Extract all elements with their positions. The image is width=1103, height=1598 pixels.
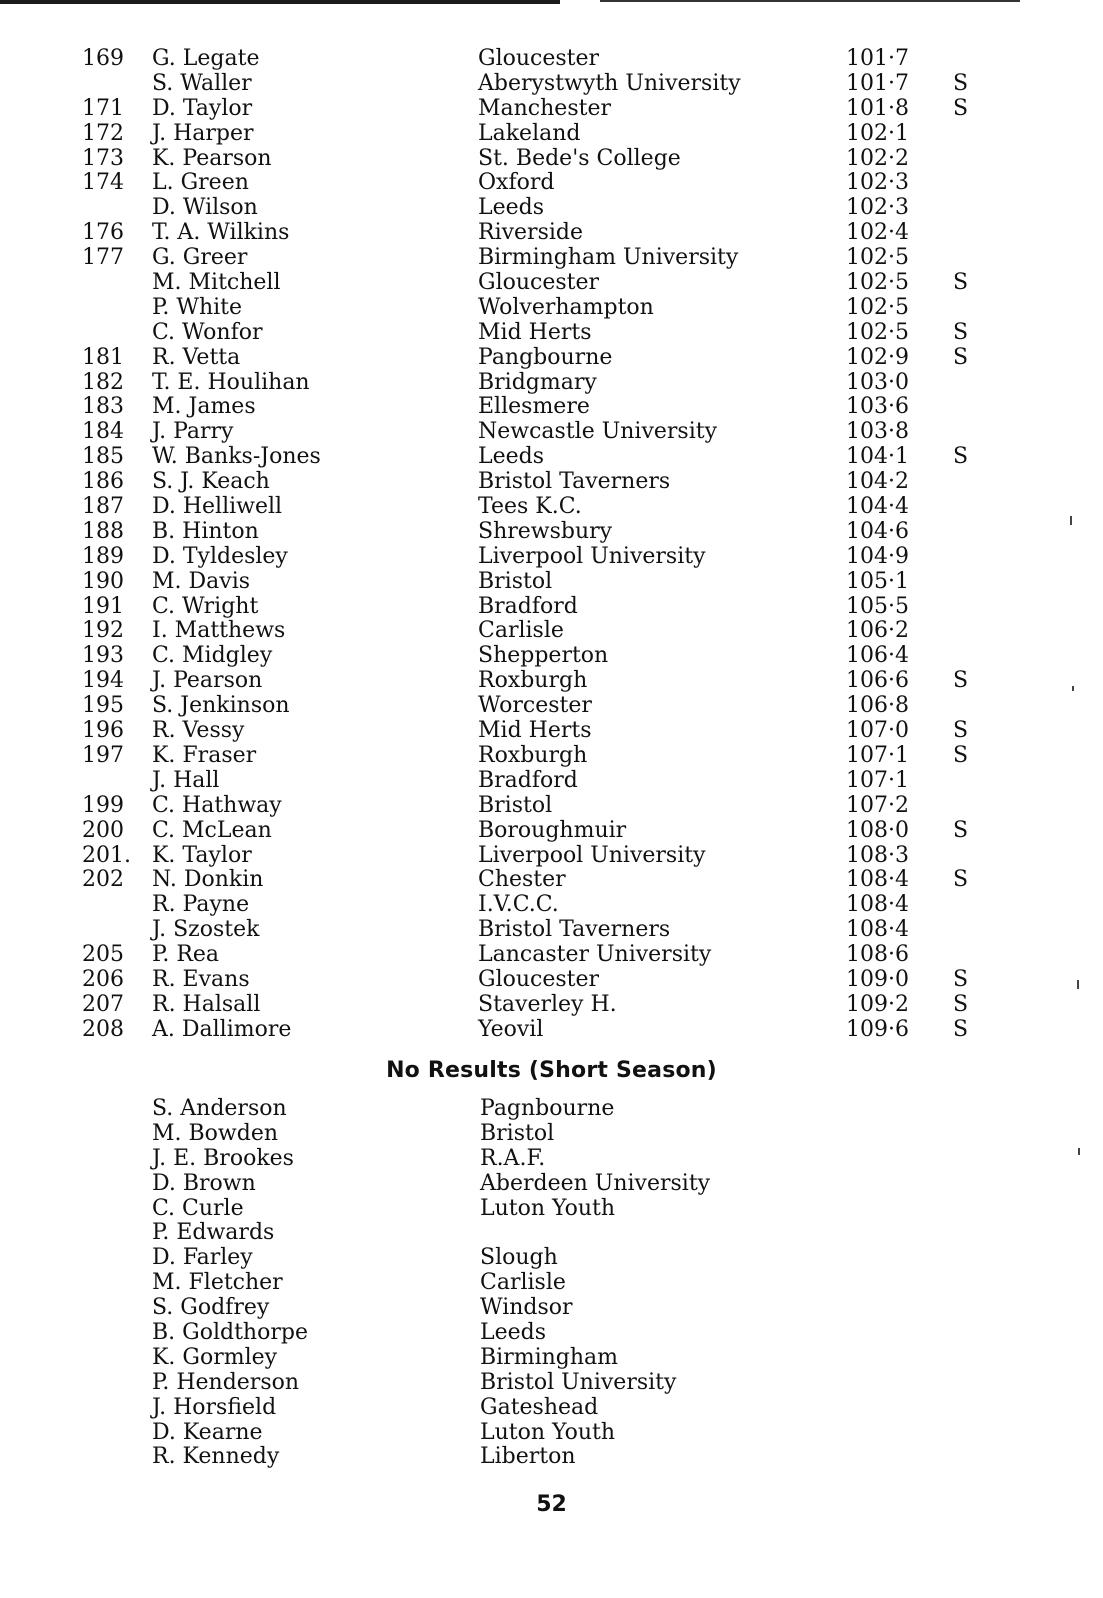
rank-cell: 190 bbox=[82, 568, 124, 594]
name-cell: R. Vetta bbox=[152, 344, 241, 370]
score-cell: 106·6 bbox=[846, 668, 909, 694]
name-cell: G. Legate bbox=[152, 46, 260, 71]
table-row bbox=[0, 669, 1103, 694]
rank-cell: 195 bbox=[82, 693, 124, 719]
score-cell: 102·2 bbox=[846, 145, 909, 171]
top-scan-edge bbox=[0, 0, 560, 4]
table-row bbox=[0, 72, 1103, 97]
club-cell: Bristol Taverners bbox=[478, 469, 671, 495]
rank-cell: 183 bbox=[82, 394, 124, 420]
rank-cell: 184 bbox=[82, 419, 124, 445]
club-cell: Pagnbourne bbox=[480, 1096, 615, 1121]
score-cell: 106·8 bbox=[846, 693, 909, 719]
name-cell: J. Szostek bbox=[152, 917, 260, 943]
list-item bbox=[0, 1445, 1103, 1470]
scan-speck bbox=[1077, 980, 1079, 989]
club-cell: Luton Youth bbox=[480, 1195, 616, 1221]
name-cell: S. Jenkinson bbox=[152, 693, 290, 719]
club-cell: Carlisle bbox=[478, 618, 564, 644]
flag-cell: S bbox=[953, 991, 969, 1017]
score-cell: 101·7 bbox=[846, 70, 909, 96]
name-cell: K. Taylor bbox=[152, 842, 252, 868]
club-cell: Shrewsbury bbox=[478, 518, 613, 544]
rank-cell: 176 bbox=[82, 220, 124, 246]
club-cell: Manchester bbox=[478, 95, 611, 121]
name-cell: C. McLean bbox=[152, 817, 272, 843]
rank-cell: 201. bbox=[82, 842, 131, 868]
scan-speck bbox=[1072, 686, 1074, 691]
name-cell: I. Matthews bbox=[152, 618, 286, 644]
name-cell: P. Henderson bbox=[152, 1369, 300, 1395]
score-cell: 107·1 bbox=[846, 742, 909, 768]
rank-cell: 174 bbox=[82, 170, 124, 196]
no-results-list bbox=[0, 1097, 1103, 1470]
table-row bbox=[0, 296, 1103, 321]
section-title: No Results (Short Season) bbox=[386, 1058, 717, 1083]
list-item bbox=[0, 1321, 1103, 1346]
flag-cell: S bbox=[953, 344, 969, 370]
rank-cell: 205 bbox=[82, 942, 124, 968]
name-cell: M. Davis bbox=[152, 568, 251, 594]
table-row bbox=[0, 395, 1103, 420]
score-cell: 102·5 bbox=[846, 245, 909, 271]
rank-cell: 208 bbox=[82, 1016, 124, 1042]
rank-cell: 172 bbox=[82, 120, 124, 146]
club-cell: Birmingham University bbox=[478, 245, 739, 271]
table-row bbox=[0, 893, 1103, 918]
name-cell: K. Pearson bbox=[152, 145, 272, 171]
club-cell: Bristol bbox=[478, 568, 553, 594]
table-row bbox=[0, 993, 1103, 1018]
name-cell: S. J. Keach bbox=[152, 469, 270, 495]
score-cell: 102·9 bbox=[846, 344, 909, 370]
table-row bbox=[0, 47, 1103, 72]
name-cell: R. Kennedy bbox=[152, 1444, 280, 1470]
scan-speck bbox=[1070, 516, 1072, 525]
score-cell: 106·2 bbox=[846, 618, 909, 644]
rank-cell: 196 bbox=[82, 718, 124, 744]
name-cell: L. Green bbox=[152, 170, 249, 196]
table-row bbox=[0, 644, 1103, 669]
table-row bbox=[0, 420, 1103, 445]
name-cell: C. Wonfor bbox=[152, 319, 263, 345]
name-cell: P. Edwards bbox=[152, 1220, 275, 1246]
flag-cell: S bbox=[953, 718, 969, 744]
list-item bbox=[0, 1097, 1103, 1122]
name-cell: D. Brown bbox=[152, 1170, 256, 1196]
score-cell: 104·6 bbox=[846, 518, 909, 544]
flag-cell: S bbox=[953, 444, 969, 470]
club-cell: Mid Herts bbox=[478, 319, 592, 345]
rank-cell: 192 bbox=[82, 618, 124, 644]
score-cell: 103·6 bbox=[846, 394, 909, 420]
club-cell: Gateshead bbox=[480, 1394, 599, 1420]
table-row bbox=[0, 968, 1103, 993]
table-row bbox=[0, 147, 1103, 172]
name-cell: D. Kearne bbox=[152, 1419, 263, 1445]
rank-cell: 199 bbox=[82, 792, 124, 818]
club-cell: Slough bbox=[480, 1245, 558, 1271]
score-cell: 103·0 bbox=[846, 369, 909, 395]
table-row bbox=[0, 520, 1103, 545]
name-cell: B. Goldthorpe bbox=[152, 1320, 308, 1346]
club-cell: Leeds bbox=[480, 1320, 547, 1346]
score-cell: 108·4 bbox=[846, 867, 909, 893]
score-cell: 104·2 bbox=[846, 469, 909, 495]
list-item bbox=[0, 1197, 1103, 1222]
club-cell: Gloucester bbox=[478, 270, 600, 296]
name-cell: B. Hinton bbox=[152, 518, 259, 544]
club-cell: Roxburgh bbox=[478, 668, 588, 694]
name-cell: D. Helliwell bbox=[152, 494, 283, 520]
score-cell: 102·5 bbox=[846, 319, 909, 345]
table-row bbox=[0, 769, 1103, 794]
name-cell: G. Greer bbox=[152, 245, 248, 271]
score-cell: 101·8 bbox=[846, 95, 909, 121]
score-cell: 102·3 bbox=[846, 195, 909, 221]
table-row bbox=[0, 470, 1103, 495]
club-cell: Wolverhampton bbox=[478, 294, 654, 320]
list-item bbox=[0, 1396, 1103, 1421]
score-cell: 109·6 bbox=[846, 1016, 909, 1042]
table-row bbox=[0, 271, 1103, 296]
score-cell: 104·9 bbox=[846, 543, 909, 569]
rank-cell: 171 bbox=[82, 95, 124, 121]
name-cell: P. Rea bbox=[152, 942, 220, 968]
rank-cell: 182 bbox=[82, 369, 124, 395]
name-cell: R. Vessy bbox=[152, 718, 245, 744]
rank-cell: 177 bbox=[82, 245, 124, 271]
list-item bbox=[0, 1122, 1103, 1147]
club-cell: Bristol University bbox=[480, 1369, 677, 1395]
list-item bbox=[0, 1346, 1103, 1371]
rank-cell: 181 bbox=[82, 344, 124, 370]
name-cell: D. Farley bbox=[152, 1245, 253, 1271]
name-cell: C. Wright bbox=[152, 593, 259, 619]
name-cell: T. A. Wilkins bbox=[152, 220, 290, 246]
page-number: 52 bbox=[536, 1492, 567, 1517]
club-cell: Aberystwyth University bbox=[478, 70, 741, 96]
club-cell: Aberdeen University bbox=[480, 1170, 711, 1196]
rank-cell: 189 bbox=[82, 543, 124, 569]
name-cell: M. James bbox=[152, 394, 256, 420]
club-cell: Chester bbox=[478, 867, 566, 893]
table-row bbox=[0, 445, 1103, 470]
score-cell: 109·0 bbox=[846, 966, 909, 992]
table-row bbox=[0, 495, 1103, 520]
name-cell: K. Fraser bbox=[152, 742, 257, 768]
name-cell: R. Payne bbox=[152, 892, 250, 918]
club-cell: Leeds bbox=[478, 195, 545, 221]
flag-cell: S bbox=[953, 95, 969, 121]
rank-cell: 202 bbox=[82, 867, 124, 893]
table-row bbox=[0, 97, 1103, 122]
name-cell: D. Wilson bbox=[152, 195, 258, 221]
club-cell: Worcester bbox=[478, 693, 592, 719]
rank-cell: 188 bbox=[82, 518, 124, 544]
club-cell: Newcastle University bbox=[478, 419, 718, 445]
table-row bbox=[0, 595, 1103, 620]
table-row bbox=[0, 122, 1103, 147]
rank-cell: 187 bbox=[82, 494, 124, 520]
score-cell: 105·5 bbox=[846, 593, 909, 619]
score-cell: 102·1 bbox=[846, 120, 909, 146]
list-item bbox=[0, 1246, 1103, 1271]
club-cell: I.V.C.C. bbox=[478, 892, 559, 918]
club-cell: Lancaster University bbox=[478, 942, 712, 968]
table-row bbox=[0, 171, 1103, 196]
rank-cell: 169 bbox=[82, 46, 124, 71]
name-cell: J. Parry bbox=[152, 419, 234, 445]
list-item bbox=[0, 1172, 1103, 1197]
score-cell: 108·0 bbox=[846, 817, 909, 843]
score-cell: 102·5 bbox=[846, 270, 909, 296]
club-cell: Boroughmuir bbox=[478, 817, 627, 843]
score-cell: 105·1 bbox=[846, 568, 909, 594]
name-cell: S. Godfrey bbox=[152, 1295, 270, 1321]
table-row bbox=[0, 1018, 1103, 1043]
rank-cell: 191 bbox=[82, 593, 124, 619]
score-cell: 103·8 bbox=[846, 419, 909, 445]
name-cell: C. Curle bbox=[152, 1195, 244, 1221]
top-scan-edge-right bbox=[600, 0, 1020, 2]
flag-cell: S bbox=[953, 742, 969, 768]
table-row bbox=[0, 371, 1103, 396]
score-cell: 109·2 bbox=[846, 991, 909, 1017]
name-cell: J. Pearson bbox=[152, 668, 263, 694]
name-cell: R. Evans bbox=[152, 966, 250, 992]
table-row bbox=[0, 246, 1103, 271]
score-cell: 101·7 bbox=[846, 46, 909, 71]
flag-cell: S bbox=[953, 1016, 969, 1042]
rank-cell: 193 bbox=[82, 643, 124, 669]
flag-cell: S bbox=[953, 70, 969, 96]
score-cell: 107·2 bbox=[846, 792, 909, 818]
table-row bbox=[0, 545, 1103, 570]
table-row bbox=[0, 346, 1103, 371]
club-cell: Tees K.C. bbox=[478, 494, 582, 520]
club-cell: Carlisle bbox=[480, 1270, 566, 1296]
club-cell: Yeovil bbox=[478, 1016, 544, 1042]
name-cell: S. Waller bbox=[152, 70, 252, 96]
score-cell: 108·3 bbox=[846, 842, 909, 868]
list-item bbox=[0, 1421, 1103, 1446]
name-cell: W. Banks-Jones bbox=[152, 444, 321, 470]
list-item bbox=[0, 1147, 1103, 1172]
club-cell: Bridgmary bbox=[478, 369, 597, 395]
rank-cell: 197 bbox=[82, 742, 124, 768]
table-row bbox=[0, 321, 1103, 346]
score-cell: 104·4 bbox=[846, 494, 909, 520]
table-row bbox=[0, 221, 1103, 246]
name-cell: M. Fletcher bbox=[152, 1270, 283, 1296]
scan-speck bbox=[1078, 1148, 1080, 1155]
name-cell: N. Donkin bbox=[152, 867, 264, 893]
table-row bbox=[0, 744, 1103, 769]
score-cell: 108·6 bbox=[846, 942, 909, 968]
club-cell: Luton Youth bbox=[480, 1419, 616, 1445]
rank-cell: 173 bbox=[82, 145, 124, 171]
flag-cell: S bbox=[953, 867, 969, 893]
name-cell: C. Midgley bbox=[152, 643, 273, 669]
club-cell: St. Bede's College bbox=[478, 145, 681, 171]
rank-cell: 186 bbox=[82, 469, 124, 495]
club-cell: Liberton bbox=[480, 1444, 576, 1470]
name-cell: J. Hall bbox=[152, 767, 220, 793]
club-cell: Oxford bbox=[478, 170, 555, 196]
list-item bbox=[0, 1296, 1103, 1321]
score-cell: 107·1 bbox=[846, 767, 909, 793]
score-cell: 108·4 bbox=[846, 917, 909, 943]
name-cell: S. Anderson bbox=[152, 1096, 287, 1121]
table-row bbox=[0, 868, 1103, 893]
name-cell: K. Gormley bbox=[152, 1344, 278, 1370]
club-cell: Pangbourne bbox=[478, 344, 613, 370]
results-table bbox=[0, 47, 1103, 1043]
table-row bbox=[0, 196, 1103, 221]
score-cell: 102·5 bbox=[846, 294, 909, 320]
score-cell: 107·0 bbox=[846, 718, 909, 744]
flag-cell: S bbox=[953, 319, 969, 345]
club-cell: Shepperton bbox=[478, 643, 609, 669]
name-cell: R. Halsall bbox=[152, 991, 261, 1017]
table-row bbox=[0, 694, 1103, 719]
club-cell: Windsor bbox=[480, 1295, 573, 1321]
club-cell: Birmingham bbox=[480, 1344, 619, 1370]
score-cell: 102·3 bbox=[846, 170, 909, 196]
name-cell: A. Dallimore bbox=[152, 1016, 292, 1042]
rank-cell: 194 bbox=[82, 668, 124, 694]
club-cell: Liverpool University bbox=[478, 543, 706, 569]
score-cell: 104·1 bbox=[846, 444, 909, 470]
club-cell: R.A.F. bbox=[480, 1145, 546, 1171]
club-cell: Gloucester bbox=[478, 966, 600, 992]
club-cell: Leeds bbox=[478, 444, 545, 470]
table-row bbox=[0, 844, 1103, 869]
table-row bbox=[0, 570, 1103, 595]
name-cell: D. Tyldesley bbox=[152, 543, 288, 569]
table-row bbox=[0, 619, 1103, 644]
club-cell: Gloucester bbox=[478, 46, 600, 71]
rank-cell: 207 bbox=[82, 991, 124, 1017]
name-cell: P. White bbox=[152, 294, 243, 320]
name-cell: M. Mitchell bbox=[152, 270, 281, 296]
name-cell: T. E. Houlihan bbox=[152, 369, 310, 395]
rank-cell: 200 bbox=[82, 817, 124, 843]
club-cell: Ellesmere bbox=[478, 394, 590, 420]
list-item bbox=[0, 1271, 1103, 1296]
table-row bbox=[0, 819, 1103, 844]
flag-cell: S bbox=[953, 817, 969, 843]
club-cell: Bristol bbox=[478, 792, 553, 818]
flag-cell: S bbox=[953, 270, 969, 296]
club-cell: Lakeland bbox=[478, 120, 581, 146]
score-cell: 102·4 bbox=[846, 220, 909, 246]
rank-cell: 185 bbox=[82, 444, 124, 470]
club-cell: Riverside bbox=[478, 220, 583, 246]
name-cell: C. Hathway bbox=[152, 792, 282, 818]
club-cell: Liverpool University bbox=[478, 842, 706, 868]
flag-cell: S bbox=[953, 966, 969, 992]
score-cell: 108·4 bbox=[846, 892, 909, 918]
club-cell: Bristol Taverners bbox=[478, 917, 671, 943]
name-cell: J. Harper bbox=[152, 120, 254, 146]
club-cell: Staverley H. bbox=[478, 991, 617, 1017]
table-row bbox=[0, 918, 1103, 943]
name-cell: D. Taylor bbox=[152, 95, 253, 121]
club-cell: Bristol bbox=[480, 1120, 555, 1146]
rank-cell: 206 bbox=[82, 966, 124, 992]
score-cell: 106·4 bbox=[846, 643, 909, 669]
club-cell: Bradford bbox=[478, 767, 578, 793]
table-row bbox=[0, 943, 1103, 968]
name-cell: J. E. Brookes bbox=[152, 1145, 294, 1171]
list-item bbox=[0, 1371, 1103, 1396]
list-item bbox=[0, 1221, 1103, 1246]
name-cell: M. Bowden bbox=[152, 1120, 279, 1146]
club-cell: Roxburgh bbox=[478, 742, 588, 768]
club-cell: Bradford bbox=[478, 593, 578, 619]
name-cell: J. Horsfield bbox=[152, 1394, 277, 1420]
flag-cell: S bbox=[953, 668, 969, 694]
table-row bbox=[0, 719, 1103, 744]
table-row bbox=[0, 794, 1103, 819]
club-cell: Mid Herts bbox=[478, 718, 592, 744]
